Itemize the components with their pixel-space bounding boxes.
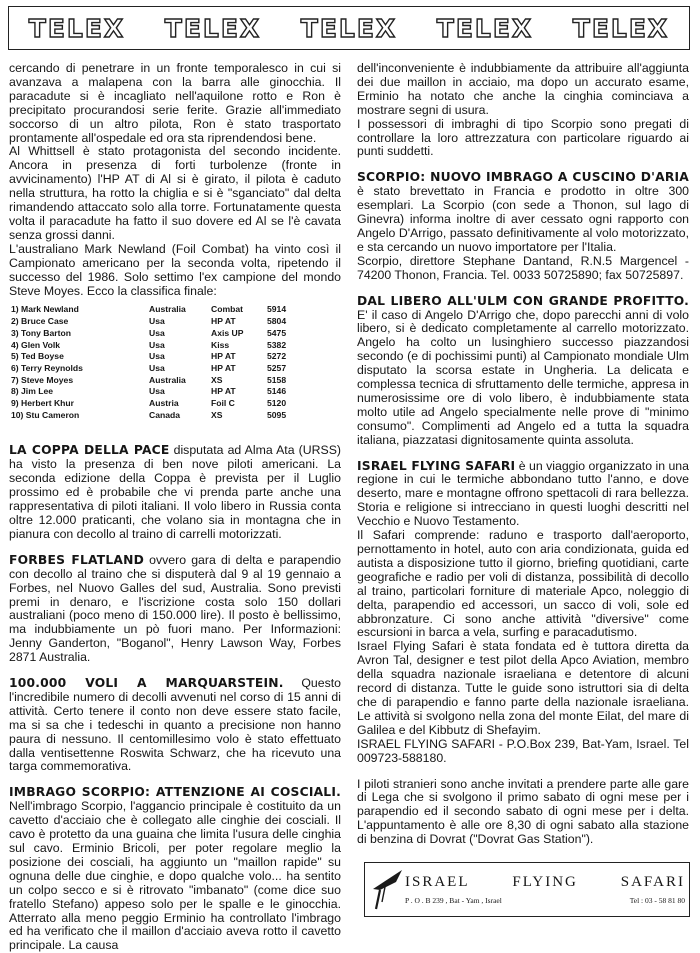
article-heading: SCORPIO: NUOVO IMBRAGO A CUSCINO D'ARIA — [357, 170, 689, 185]
article-heading: IMBRAGO SCORPIO: ATTENZIONE AI COSCIALI. — [9, 785, 341, 800]
pilot-glider: Foil C — [211, 398, 235, 409]
paragraph: Al Whittsell è stato protagonista del secondo incidente. Ancora in presenza di forti turbolenze (fronte in avvicinamento) l'HP AT di Al si è girato, il pilota è caduto nella struttura, ha rotto la chiglia e si è "sganciato" dal delta rimandendo attaccato solo alla torre. Fortunatamente questa volta il paracadute ha fatto il suo dovere ed Al se l'è cavata senza grossi danni. — [9, 144, 341, 242]
standings-row — [11, 386, 286, 398]
standings-table — [11, 304, 286, 421]
paragraph: Scorpio, direttore Stephane Dantand, R.N.5 Margencel - 74200 Thonon, Francia. Tel. 0033 50725890; fax 50725897. — [357, 253, 689, 282]
pilot-glider: Axis UP — [211, 327, 244, 338]
left-column — [9, 62, 341, 953]
article-forbes — [9, 554, 341, 665]
pilot-name: 9) Herbert Khur — [11, 398, 75, 409]
pilot-name: 6) Terry Reynolds — [11, 362, 83, 373]
ad-address: P . O . B 239 , Bat - Yam , Israel — [405, 896, 502, 905]
pilot-name: 2) Bruce Case — [11, 316, 69, 327]
pilot-glider: Kiss — [211, 339, 230, 350]
paragraph: L'australiano Mark Newland (Foil Combat) ha vinto così il Campionato americano per la seconda volta, ripetendo il successo del 1986. Solo settimo l'ex campione del mondo Steve Moyes. Ecco la classifica finale: — [9, 241, 341, 298]
pilot-name: 3) Tony Barton — [11, 327, 71, 338]
banner-word: TELEX — [436, 13, 534, 43]
article-text: Questo l'incredibile numero di decolli avvenuti nel corso di 15 anni di attività. Certo tenere il conto non deve essere stato facile, ma si sa che i tedeschi in quanto a precisione non hanno paura di nessuno. Il centomillesimo volo è stato effettuato dalla ventisettenne Roswita Schwarz, che ha ricevuto una targa commemorativa. — [9, 676, 341, 774]
pilot-points: 5158 — [267, 374, 287, 385]
standings-row — [11, 340, 286, 352]
pilot-points: 5804 — [267, 316, 287, 327]
article-coppa — [9, 444, 341, 541]
pilot-name: 8) Jim Lee — [11, 386, 54, 397]
pilot-country: Usa — [149, 327, 165, 338]
pilot-glider: HP AT — [211, 386, 236, 397]
standings-row — [11, 316, 286, 328]
article-text: E' il caso di Angelo D'Arrigo che, dopo parecchi anni di volo libero, si è dedicato completamente al carrello motorizzato. Angelo ha colto un lusinghiero successo piazzandosi secondo (e di pochissimi punti) al Campionato mondiale Ulm disputato la scorsa estate in Ungheria. La delicata e complessa tecnica di sfruttamento delle termiche, appresa in numerosissime ore di volo libero, è indubbiamente stata molto utile ad Angelo specialmente nelle prove di "minimo consumo". Complimenti ad Angelo ed a tutta la squadra italiana, piazzatasi dignitosamente quinta assoluta. — [357, 307, 689, 447]
standings-row — [11, 304, 286, 316]
standings-row — [11, 328, 286, 340]
pilot-country: Usa — [149, 316, 165, 327]
ad-title-word: SAFARI — [620, 874, 685, 890]
pilot-name: 1) Mark Newland — [11, 304, 79, 315]
pilot-glider: XS — [211, 409, 223, 420]
ad-contact — [405, 896, 685, 905]
pilot-country: Canada — [149, 409, 181, 420]
pilot-country: Usa — [149, 351, 165, 362]
pilot-country: Australia — [149, 304, 186, 315]
pilot-glider: Combat — [211, 304, 243, 315]
paragraph: Israel Flying Safari è stata fondata ed è tuttora diretta da Avron Tal, designer e test pilot della Apco Aviation, membro della squadra nazionale israeliana e detentore di alcuni record di distanza. Tutte le guide sono istruttori sia di delta che di parapendio e fanno parte della nazionale israeliana. Le attività si svolgono nella zona del monte Eilat, del mare di Galilea e del Kibbutz di Shefayim. — [357, 639, 689, 737]
pilot-glider: XS — [211, 374, 223, 385]
banner-word: TELEX — [28, 13, 126, 43]
telex-banner — [8, 6, 690, 50]
pilot-name: 4) Glen Volk — [11, 339, 61, 350]
banner-word: TELEX — [300, 13, 398, 43]
article-imbrago — [9, 786, 341, 953]
pilot-points: 5914 — [267, 304, 287, 315]
pilot-points: 5146 — [267, 386, 287, 397]
article-heading: ISRAEL FLYING SAFARI — [357, 458, 516, 473]
right-column — [357, 62, 689, 847]
paragraph: dell'inconveniente è indubbiamente da attribuire all'aggiunta dei due maillon in acciaio, ma dopo un accurato esame, Erminio ha notato che anche la cinghia cominciava a mostrare segni di usura. — [357, 61, 689, 117]
ad-title-word: FLYING — [512, 874, 578, 890]
standings-row — [11, 375, 286, 387]
paragraph: I piloti stranieri sono anche invitati a prendere parte alle gare di Lega che si svolgono il primo sabato di ogni mese per i parapendio ed il secondo sabato di ogni mese per i delta. L'appuntamento è alle ore 8,30 di ogni sabato alla stazione di benzina di Dovrat ("Dovrat Gas Station"). — [357, 776, 689, 847]
standings-row — [11, 351, 286, 363]
article-ulm — [357, 295, 689, 448]
pilot-points: 5095 — [267, 409, 287, 420]
ad-title — [405, 874, 685, 891]
article-heading: 100.000 VOLI A MARQUARSTEIN. — [9, 676, 284, 691]
pilot-points: 5382 — [267, 339, 287, 350]
pilot-country: Austria — [149, 398, 179, 409]
ad-title-word: ISRAEL — [405, 874, 470, 890]
pilot-glider: HP AT — [211, 316, 236, 327]
article-text: è un viaggio organizzato in una regione in cui le termiche abbondano tutto l'anno, e dove deserto, mare e montagne offrono spettacoli di rara bellezza. Storia e religione si intrecciano in questi luoghi descritti nel Vecchio e Nuovo Testamento. — [357, 458, 689, 529]
banner-word: TELEX — [572, 13, 670, 43]
pilot-points: 5272 — [267, 351, 287, 362]
article-text: è stato brevettato in Francia e prodotto in oltre 300 esemplari. La Scorpio (con sede a Thonon, sul lago di Ginevra) informa inoltre di aver cessato ogni rapporto con Angelo D'Arrigo, passato definitivamente al volo motorizzato, e sta cercando un nuovo importatore per l'Italia. — [357, 184, 689, 254]
article-heading: DAL LIBERO ALL'ULM CON GRANDE PROFITTO. — [357, 293, 689, 308]
pilot-country: Usa — [149, 386, 165, 397]
pilot-country: Usa — [149, 339, 165, 350]
hang-glider-logo-icon — [371, 869, 405, 911]
paragraph: I possessori di imbraghi di tipo Scorpio sono pregati di controllare la loro attrezzatura con particolare riguardo ai punti suddetti. — [357, 116, 689, 159]
article-marquarstein — [9, 677, 341, 774]
pilot-points: 5475 — [267, 327, 287, 338]
pilot-glider: HP AT — [211, 362, 236, 373]
article-heading: LA COPPA DELLA PACE — [9, 443, 170, 458]
standings-row — [11, 398, 286, 410]
article-text: Nell'imbrago Scorpio, l'aggancio principale è costituito da un cavetto d'acciaio che è collegato alle cinghie dei cosciali. Il cavo è protetto da una guaina che limita l'usura delle cinghia sul cavo. Erminio Bricoli, per poter regolare meglio la posizione dei cosciali, ha aggiunto un "maillon rapide" su ognuna delle due cinghie, e dopo qualche volo... ha sentito un colpo secco e si è ritrovato "imbanato" (come dice suo fratello Stefano) appeso solo per le spalle e le ginocchia. Atterrato alla meno peggio Erminio ha controllato l'imbrago ed ha verificato che il maillon d'acciaio aveva rotto il cavetto principale. La causa — [9, 799, 341, 953]
article-text: disputata ad Alma Ata (URSS) ha visto la presenza di ben nove piloti americani. La seconda edizione della Coppa è prevista per il Luglio prossimo ed è probabile che vi prenda parte anche una rappresentativa di piloti italiani. Il volo libero in Russia conta oltre 12.000 praticanti, che volano sia in montagna che in pianura con decollo al traino di carrelli motorizzati. — [9, 443, 341, 541]
paragraph: ISRAEL FLYING SAFARI - P.O.Box 239, Bat-Yam, Israel. Tel 009723-588180. — [357, 736, 689, 765]
banner-word: TELEX — [164, 13, 262, 43]
israel-flying-safari-ad — [364, 862, 690, 917]
pilot-country: Australia — [149, 374, 186, 385]
paragraph: Il Safari comprende: raduno e trasporto dall'aeroporto, pernottamento in hotel, auto con aria condizionata, guida ed autista a disposizione tutto il giorno, briefing quotidiani, carte geografiche e radio per voli di distanza, possibilità di decollo al traino, particolari forniture di materiale Apco, noleggio di delta, parapendio ed accessori, un sacco di voli, sole ed abbronzature. Ci sono anche attività "diversive" come escursioni in barca a vela, surfing e paracadutismo. — [357, 528, 689, 640]
article-israel — [357, 460, 689, 530]
pilot-glider: HP AT — [211, 351, 236, 362]
article-heading: FORBES FLATLAND — [9, 552, 144, 567]
pilot-name: 7) Steve Moyes — [11, 374, 74, 385]
pilot-name: 5) Ted Boyse — [11, 351, 64, 362]
standings-row — [11, 363, 286, 375]
paragraph: cercando di penetrare in un fronte temporalesco in cui si avanzava a malapena con la barra alle ginocchia. Il paracadute si è incagliato nell'aquilone rotto e Ron è precipitato procurandosi serie ferite. Grazie all'immediato soccorso di un altro pilota, Ron è stato trasportato prontamente all'ospedale ed ora sta riprendendosi bene. — [9, 61, 341, 145]
pilot-points: 5120 — [267, 398, 287, 409]
ad-phone: Tel : 03 - 58 81 80 — [629, 896, 685, 905]
pilot-name: 10) Stu Cameron — [11, 409, 80, 420]
article-text: ovvero gara di delta e parapendio con decollo al traino che si disputerà dal 9 al 19 gennaio a Forbes, nel Nuovo Galles del sud, Australia. Sono previsti premi in denaro, e l'iscrizione costa solo 150 dollari australiani (poco meno di 150.000 lire). Il posto è bellissimo, ma indubbiamente un pò fuori mano. Per Informazioni: Jenny Ganderton, "Boganol", Henry Lawson Way, Forbes 2871 Australia. — [9, 552, 341, 665]
pilot-country: Usa — [149, 362, 165, 373]
standings-row — [11, 410, 286, 422]
pilot-points: 5257 — [267, 362, 287, 373]
article-scorpio — [357, 171, 689, 254]
